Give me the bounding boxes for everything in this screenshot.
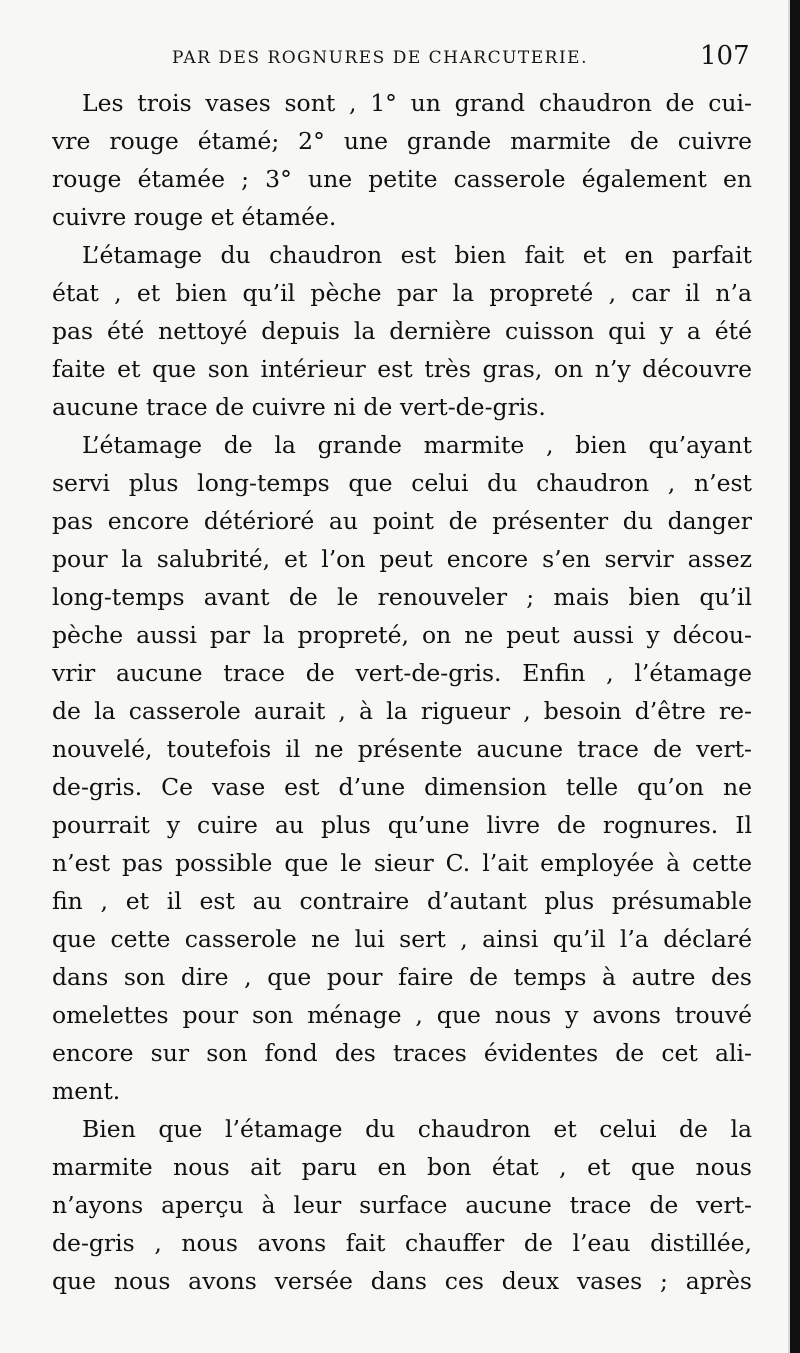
text-line: pour la salubrité, et l’on peut encore s’en servir assez [52,545,752,573]
text-line: nouvelé, toutefois il ne présente aucune trace de vert- [52,735,752,763]
text-line: dans son dire , que pour faire de temps à autre des [52,963,752,991]
text-line: servi plus long-temps que celui du chaudron , n’est [52,469,752,497]
text-line: pas encore détérioré au point de présenter du danger [52,507,752,535]
text-line: de la casserole aurait , à la rigueur , besoin d’être re- [52,697,752,725]
text-line: aucune trace de cuivre ni de vert-de-gris. [52,393,546,421]
text-line: L’étamage de la grande marmite , bien qu’ayant [82,431,752,459]
text-line: pèche aussi par la propreté, on ne peut aussi y décou- [52,621,752,649]
text-line: pas été nettoyé depuis la dernière cuisson qui y a été [52,317,752,345]
text-line: vrir aucune trace de vert-de-gris. Enfin , l’étamage [52,659,752,687]
text-line: de-gris. Ce vase est d’une dimension telle qu’on ne [52,773,752,801]
scan-edge [790,0,800,1353]
text-line: L’étamage du chaudron est bien fait et en parfait [82,241,752,269]
page-number: 107 [700,41,750,71]
text-line: ment. [52,1077,121,1105]
running-head: PAR DES ROGNURES DE CHARCUTERIE. [172,48,588,68]
text-line: vre rouge étamé; 2° une grande marmite de cuivre [52,127,752,155]
page-header [0,40,790,80]
text-line: que cette casserole ne lui sert , ainsi qu’il l’a déclaré [52,925,752,953]
text-line: de-gris , nous avons fait chauffer de l’eau distillée, [52,1229,752,1257]
text-line: encore sur son fond des traces évidentes de cet ali- [52,1039,752,1067]
text-line: omelettes pour son ménage , que nous y avons trouvé [52,1001,752,1029]
text-line: marmite nous ait paru en bon état , et que nous [52,1153,752,1181]
text-line: faite et que son intérieur est très gras, on n’y découvre [52,355,752,383]
text-line: n’ayons aperçu à leur surface aucune trace de vert- [52,1191,752,1219]
text-line: Les trois vases sont , 1° un grand chaudron de cui- [82,89,752,117]
text-line: fin , et il est au contraire d’autant plus présumable [52,887,752,915]
text-line: Bien que l’étamage du chaudron et celui de la [82,1115,752,1143]
text-line: n’est pas possible que le sieur C. l’ait employée à cette [52,849,752,877]
text-line: rouge étamée ; 3° une petite casserole également en [52,165,752,193]
text-line: état , et bien qu’il pèche par la propreté , car il n’a [52,279,752,307]
text-line: cuivre rouge et étamée. [52,203,337,231]
text-line: pourrait y cuire au plus qu’une livre de rognures. Il [52,811,752,839]
text-line: que nous avons versée dans ces deux vases ; après [52,1267,752,1295]
text-line: long-temps avant de le renouveler ; mais bien qu’il [52,583,752,611]
